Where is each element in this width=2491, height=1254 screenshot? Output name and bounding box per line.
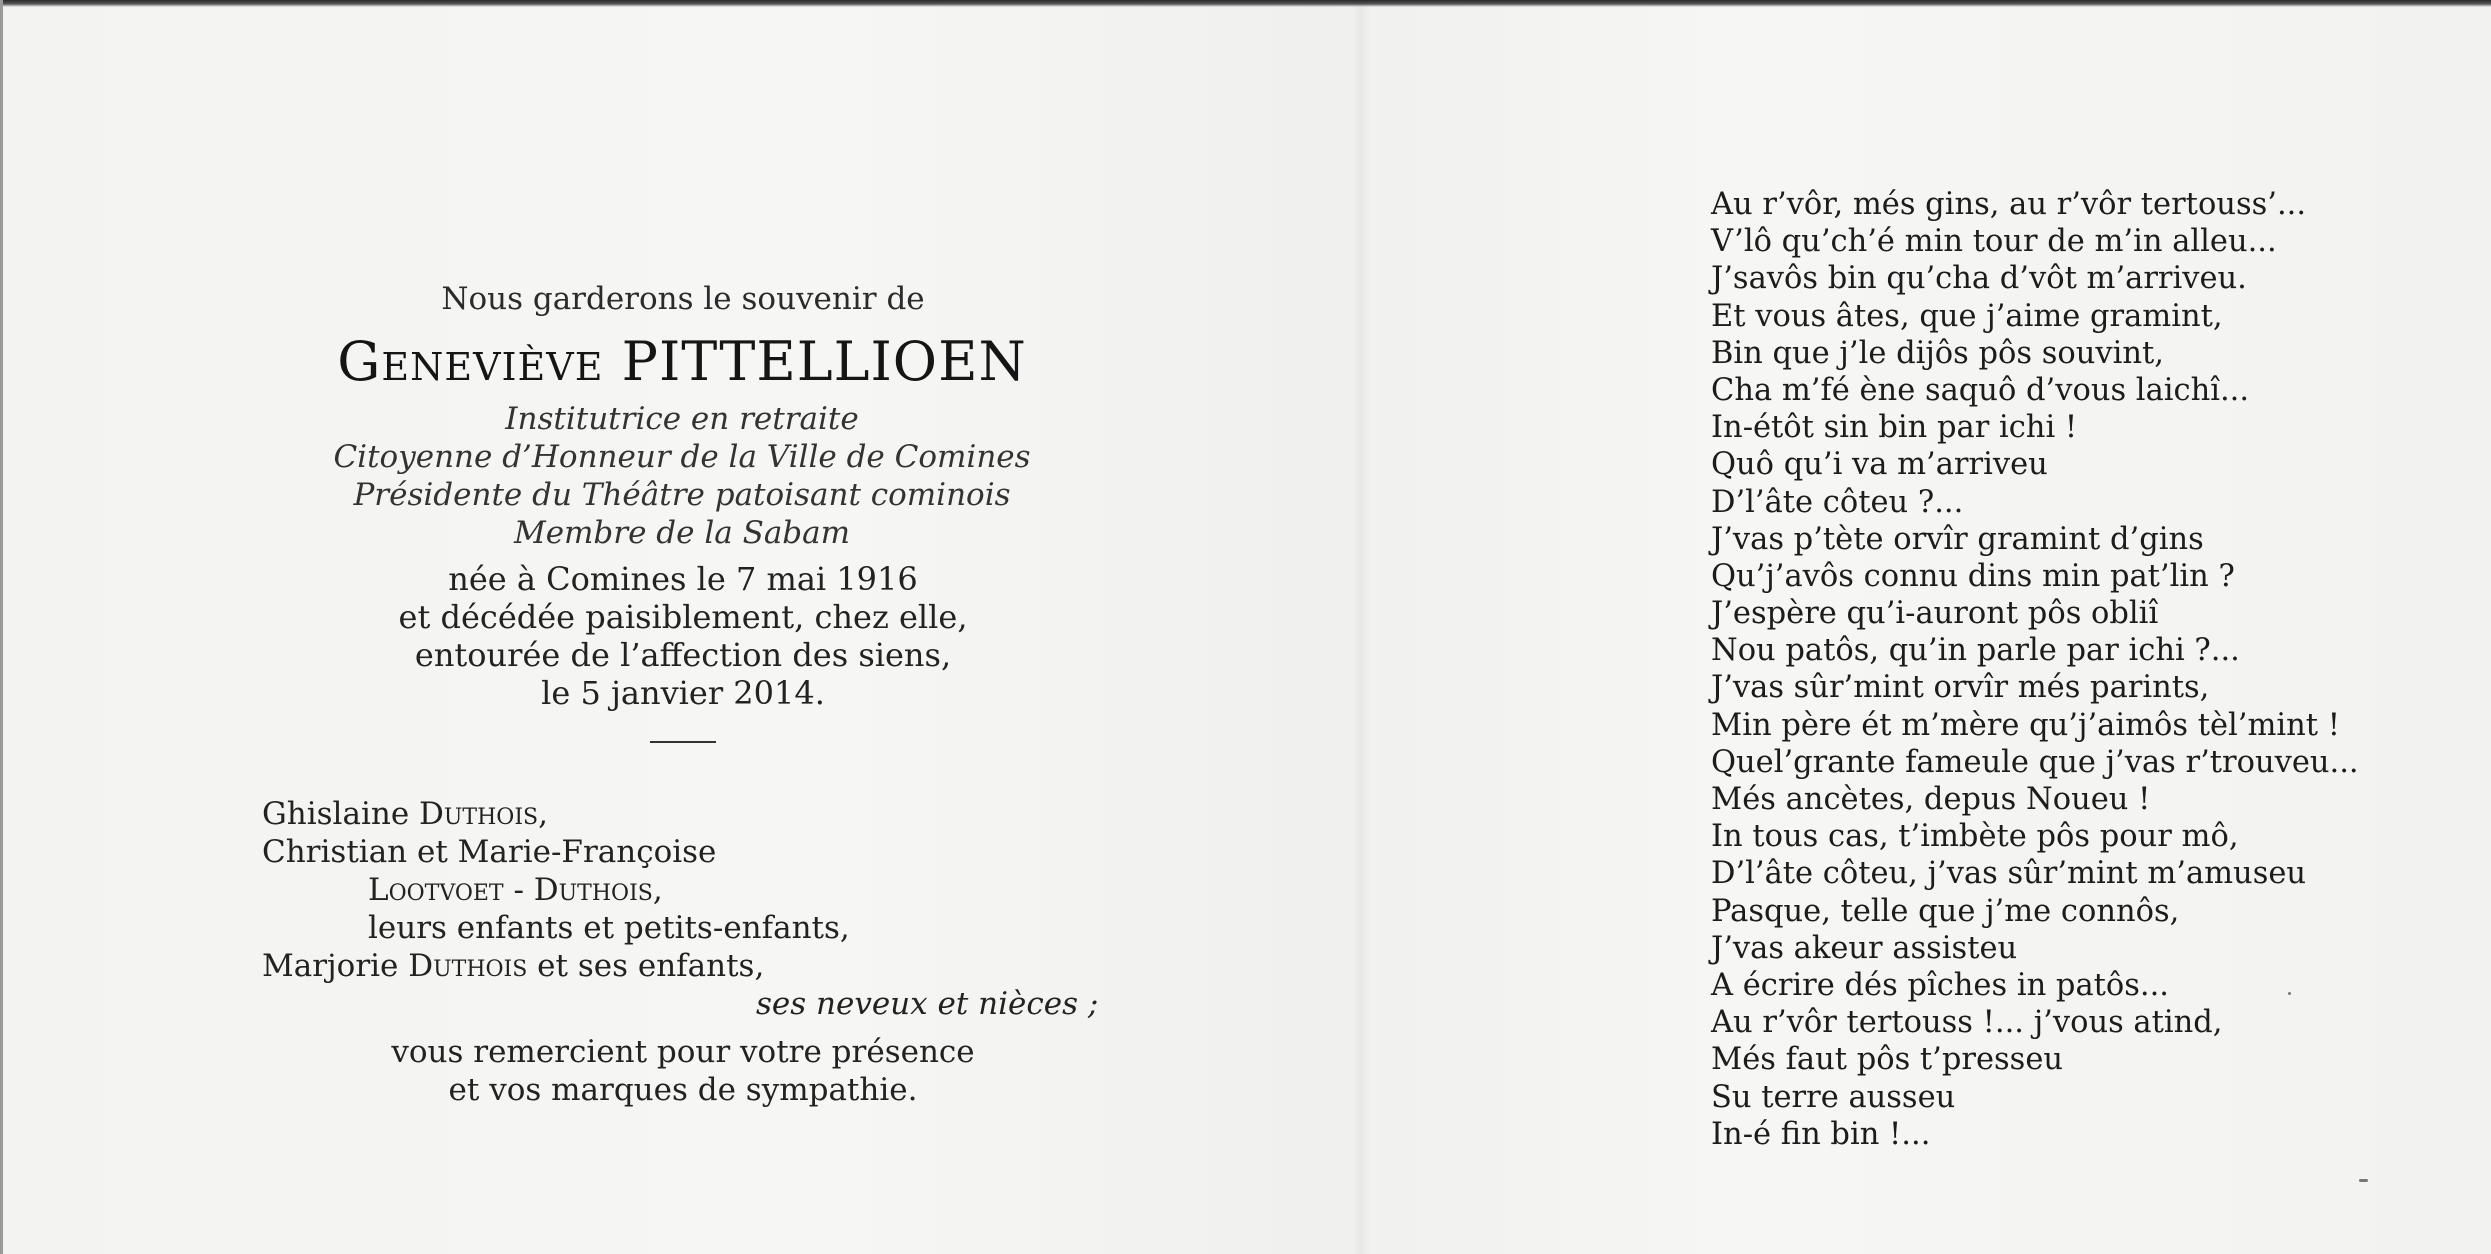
- poem-line: Més faut pôs t’presseu: [1711, 1042, 2064, 1078]
- family-line: ses neveux et nièces ;: [756, 986, 1099, 1022]
- bio-line: et décédée paisiblement, chez elle,: [398, 598, 968, 636]
- given-name: Ghislaine: [262, 796, 420, 832]
- poem-line: Au r’vôr tertouss !... j’vous atind,: [1711, 1005, 2223, 1041]
- title-line: Présidente du Théâtre patoisant cominois: [353, 477, 1011, 513]
- poem-line: Quô qu’i va m’arriveu: [1711, 447, 2048, 483]
- poem-line: Pasque, telle que j’me connôs,: [1711, 893, 2180, 929]
- poem-line: Et vous âtes, que j’aime gramint,: [1711, 298, 2223, 334]
- poem-line: Min père ét m’mère qu’j’aimôs tèl’mint !: [1711, 707, 2341, 743]
- last-name: PITTELLIOEN: [621, 330, 1027, 393]
- poem-line: J’savôs bin qu’cha d’vôt m’arriveu.: [1711, 261, 2247, 297]
- poem-line: Nou patôs, qu’in parle par ichi ?...: [1711, 633, 2240, 669]
- family-line: [262, 795, 1098, 833]
- family-line: [262, 871, 1098, 909]
- bio-line: le 5 janvier 2014.: [541, 674, 825, 712]
- family-line: Christian et Marie-Françoise: [262, 834, 717, 870]
- family-line: [262, 947, 1098, 985]
- surname: Lootvoet - Duthois: [368, 872, 653, 908]
- poem-line: In-étôt sin bin par ichi !: [1711, 410, 2078, 446]
- family-block: [262, 795, 1098, 1023]
- poem-line: D’l’âte côteu, j’vas sûr’mint m’amuseu: [1711, 856, 2307, 892]
- thanks-block: [333, 1033, 1033, 1109]
- poem-block: [1711, 186, 2359, 1153]
- titles-block: [282, 400, 1082, 552]
- poem-line: V’lô qu’ch’é min tour de m’in alleu...: [1711, 224, 2277, 260]
- scan-speck: [2359, 1179, 2368, 1182]
- poem-line: Au r’vôr, més gins, au r’vôr tertouss’...: [1711, 187, 2307, 222]
- given-name: Marjorie: [262, 948, 409, 984]
- title-line: Citoyenne d’Honneur de la Ville de Comines: [333, 439, 1031, 475]
- poem-line: J’vas p’tète orvîr gramint d’gins: [1711, 521, 2204, 557]
- bio-line: née à Comines le 7 mai 1916: [448, 560, 918, 598]
- suffix: et ses enfants,: [527, 948, 765, 984]
- poem-line: J’vas akeur assisteu: [1711, 930, 2018, 966]
- poem-line: Més ancètes, depus Noueu !: [1711, 782, 2151, 817]
- thanks-line: et vos marques de sympathie.: [448, 1072, 918, 1108]
- poem-line: In-é fin bin !...: [1711, 1116, 1931, 1152]
- surname: Duthois: [419, 796, 539, 832]
- poem-line: J’vas sûr’mint orvîr més parints,: [1711, 670, 2210, 706]
- poem-line: J’espère qu’i-auront pôs obliî: [1711, 596, 2159, 632]
- poem-line: Su terre ausseu: [1711, 1079, 1956, 1115]
- title-line: Institutrice en retraite: [505, 401, 859, 437]
- family-line: leurs enfants et petits-enfants,: [368, 910, 850, 946]
- poem-line: A écrire dés pîches in patôs...: [1711, 967, 2169, 1003]
- poem-line: Quel’grante fameule que j’vas r’trouveu...: [1711, 744, 2359, 780]
- intro-text: Nous garderons le souvenir de: [441, 281, 925, 317]
- poem-line: In tous cas, t’imbète pôs pour mô,: [1711, 819, 2239, 855]
- suffix: ,: [652, 872, 663, 908]
- bio-block: [333, 560, 1033, 712]
- title-line: Membre de la Sabam: [513, 515, 851, 551]
- surname: Duthois: [408, 948, 528, 984]
- bio-line: entourée de l’affection des siens,: [414, 636, 952, 674]
- poem-line: Cha m’fé ène saquô d’vous laichî...: [1711, 372, 2250, 408]
- first-name: Geneviève: [337, 330, 604, 393]
- deceased-name: [282, 330, 1082, 394]
- poem-line: D’l’âte côteu ?...: [1711, 484, 1964, 520]
- thanks-line: vous remercient pour votre présence: [391, 1034, 975, 1070]
- scan-speck: [2288, 992, 2291, 995]
- poem-line: Bin que j’le dijôs pôs souvint,: [1711, 335, 2164, 371]
- divider-rule: [650, 741, 716, 743]
- suffix: ,: [538, 796, 548, 832]
- poem-line: Qu’j’avôs connu dins min pat’lin ?: [1711, 558, 2235, 594]
